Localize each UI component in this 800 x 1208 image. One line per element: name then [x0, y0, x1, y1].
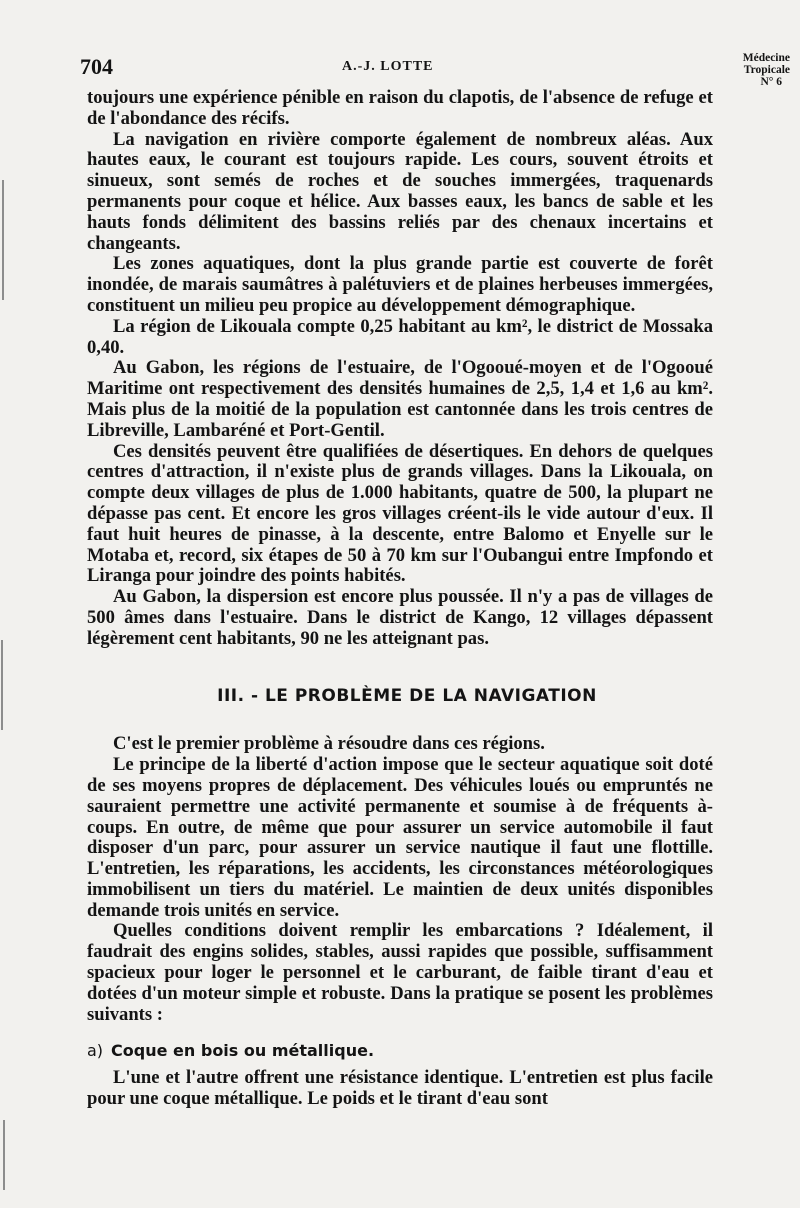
subsection-title: Coque en bois ou métallique. [111, 1041, 375, 1061]
journal-name-line1: Médecine [742, 52, 790, 64]
scan-edge-mark [2, 180, 4, 300]
page-header [80, 52, 790, 86]
paragraph: Le principe de la liberté d'action impose que le secteur aquatique soit doté de ses moyens propres de déplacement. Des véhicules loués ou empruntés ne sauraient permettre une activité permanente et soumise à de fréquents à-coups. En outre, de même que pour assurer un service automobile il faut disposer d'un parc, pour assurer un service nautique il faut une flottille. L'entretien, les réparations, les accidents, les circonstances météorologiques immobilisent un tiers du matériel. Le maintien de deux unités disponibles demande trois unités en service. [87, 754, 713, 921]
running-author: A.-J. LOTTE [342, 59, 434, 74]
subsection-heading [87, 1041, 713, 1062]
journal-name-line2: Tropicale [743, 64, 790, 76]
paragraph: C'est le premier problème à résoudre dans ces régions. [113, 733, 545, 755]
article-body [87, 88, 713, 1110]
paragraph: Au Gabon, la dispersion est encore plus poussée. Il n'y a pas de villages de 500 âmes dans l'estuaire. Dans le district de Kango, 12 villages dépassent légèrement cent habitants, 90 ne les atteignant pas. [87, 586, 713, 649]
paragraph: Au Gabon, les régions de l'estuaire, de l'Ogooué-moyen et de l'Ogooué Maritime ont respectivement des densités humaines de 2,5, 1,4 et 1,6 au km². Mais plus de la moitié de la population est cantonnée dans les trois centres de Libreville, Lambaréné et Port-Gentil. [87, 357, 713, 441]
paragraph: Ces densités peuvent être qualifiées de désertiques. En dehors de quelques centres d'attraction, il n'existe plus de grands villages. Dans la Likouala, on compte deux villages de plus de 1.000 habitants, quatre de 500, la plupart ne dépasse pas cent. Et encore les gros villages créent-ils le vide autour d'eux. Il faut huit heures de pinasse, à la descente, entre Balomo et Enyelle sur le Motaba et, record, six étapes de 50 à 70 km sur l'Oubangui entre Impfondo et Liranga pour joindre des points habités. [87, 440, 713, 587]
section-heading: III. - LE PROBLÈME DE LA NAVIGATION [217, 685, 597, 706]
journal-mark [718, 52, 790, 88]
page-number: 704 [80, 54, 113, 79]
paragraph: Quelles conditions doivent remplir les embarcations ? Idéalement, il faudrait des engins solides, stables, aussi rapides que possible, suffisamment spacieux pour loger le personnel et le carburant, de faible tirant d'eau et dotées d'un moteur simple et robuste. Dans la pratique se posent les problèmes suivants : [87, 920, 713, 1025]
paragraph: La région de Likouala compte 0,25 habitant au km², le district de Mossaka 0,40. [87, 315, 713, 358]
journal-issue: N° 6 [760, 76, 782, 88]
paragraph: Les zones aquatiques, dont la plus grande partie est couverte de forêt inondée, de marais saumâtres à palétuviers et de plaines herbeuses immergées, constituent un milieu peu propice au développement démographique. [87, 253, 713, 316]
scan-edge-mark [3, 1120, 5, 1190]
paragraph: toujours une expérience pénible en raison du clapotis, de l'absence de refuge et de l'abondance des récifs. [87, 87, 713, 129]
subsection-label: a) [87, 1041, 104, 1061]
scan-edge-mark [1, 640, 3, 730]
paragraph: L'une et l'autre offrent une résistance identique. L'entretien est plus facile pour une coque métallique. Le poids et le tirant d'eau sont [87, 1067, 713, 1110]
paragraph: La navigation en rivière comporte également de nombreux aléas. Aux hautes eaux, le courant est toujours rapide. Les cours, souvent étroits et sinueux, sont semés de roches et de souches immergées, traquenards permanents pour coque et hélice. Aux basses eaux, les bancs de sable et les hauts fonds délimitent des bassins reliés par des chenaux incertains et changeants. [87, 128, 713, 254]
